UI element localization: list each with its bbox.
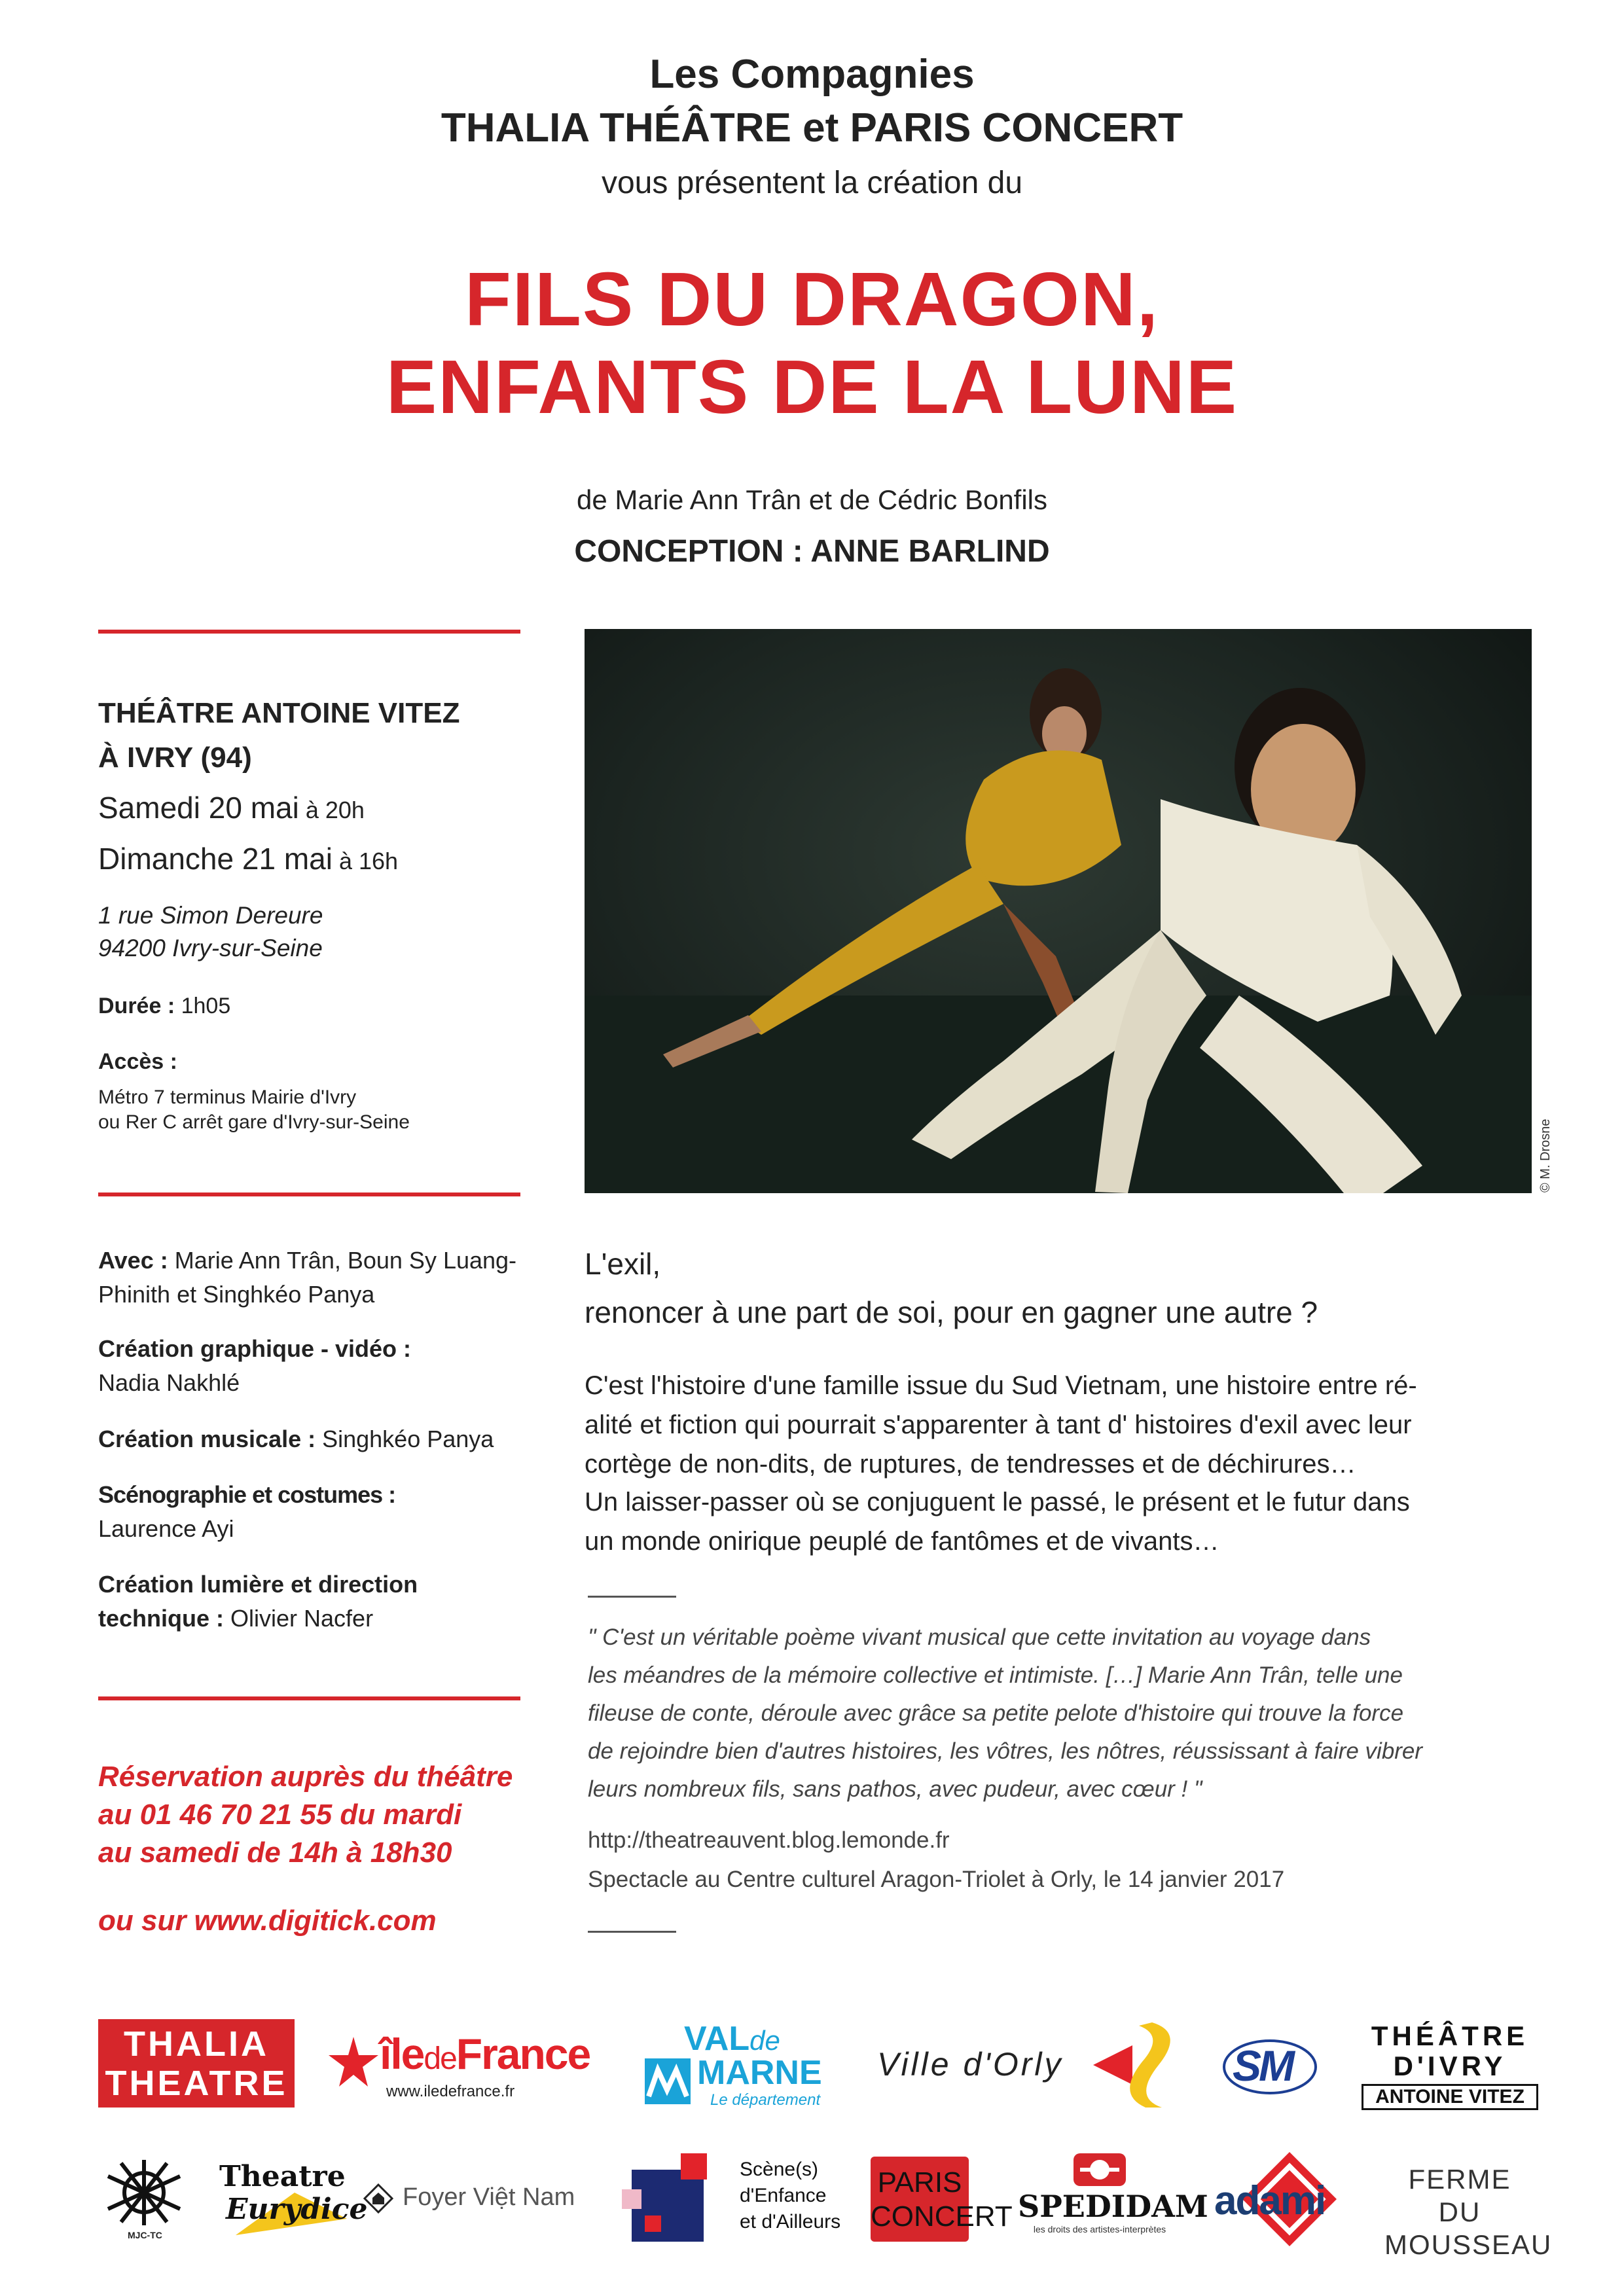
iledefrance-wordmark [380,2029,590,2079]
address-line-1: 1 rue Simon Dereure [98,902,323,929]
quote-line-2: les méandres de la mémoire collective et intimiste. […] Marie Ann Trân, telle une [588,1662,1403,1688]
theatre-ivry-logo [1362,2021,1538,2109]
scenes-line-1: Scène(s) [740,2159,819,2180]
access-line-2: ou Rer C arrêt gare d'Ivry-sur-Seine [98,1111,410,1133]
iledefrance-url: www.iledefrance.fr [386,2083,515,2100]
light-value: Olivier Nacfer [224,1605,374,1632]
music-label: Création musicale : [98,1426,316,1452]
show-title-line-1: FILS DU DRAGON, [464,257,1160,342]
date-2-day: Dimanche 21 mai [98,842,333,876]
presents-line: vous présentent la création du [601,166,1023,200]
graphic-label: Création graphique - vidéo : [98,1335,412,1362]
tiv-line-3: ANTOINE VITEZ [1362,2084,1538,2110]
sceno-value: Laurence Ayi [98,1515,234,1542]
vdm-subtitle: Le département [710,2091,821,2109]
show-title-line-2: ENFANTS DE LA LUNE [386,344,1238,429]
duration-label: Durée : [98,994,175,1018]
spedidam-wordmark: SPEDIDAM [1018,2189,1208,2224]
reservation-line-1: Réservation auprès du théâtre [98,1761,513,1793]
ferme-mousseau-logo [1384,2163,1553,2261]
divider-middle [98,1193,520,1196]
sm-logo [1221,2036,1319,2098]
quote-source-url[interactable]: http://theatreauvent.blog.lemonde.fr [588,1827,950,1853]
light-credit [98,1605,373,1632]
orly-emblem-icon [1093,2019,1185,2111]
mjc-label: MJC-TC [128,2230,162,2240]
date-1-day: Samedi 20 mai [98,791,299,825]
scenes-enfance-logo [619,2150,841,2248]
thalia-logo-line-2: THEATRE [105,2064,288,2103]
duration [98,994,230,1019]
vdm-mark-icon [645,2058,691,2104]
ville-orly-logo: Ville d'Orly [877,2046,1064,2083]
date-1-time: à 20h [298,797,365,823]
thalia-theatre-logo [98,2019,295,2108]
synopsis-heading-2: renoncer à une part de soi, pour en gagner une autre ? [585,1295,1318,1329]
foyer-vietnam-logo [363,2179,586,2219]
synopsis-line-2: alité et fiction qui pourrait s'apparenter à tant d' histoires d'exil avec leur [585,1410,1412,1439]
adami-wordmark: adami [1214,2178,1326,2223]
iledefrance-logo [327,2029,615,2108]
scenes-line-3: et d'Ailleurs [740,2211,841,2233]
theatre-eurydice-logo [216,2160,368,2238]
pc-line-2: CONCERT [871,2200,1013,2233]
idf-word-ile: île [380,2030,424,2078]
company-line-2: THALIA THÉÂTRE et PARIS CONCERT [441,105,1183,151]
date-2 [98,841,398,876]
cast-line-1 [98,1247,516,1274]
reservation-line-3: au samedi de 14h à 18h30 [98,1837,452,1869]
quote-line-5: leurs nombreux fils, sans pathos, avec pudeur, avec cœur ! " [588,1776,1202,1802]
cast-value-1: Marie Ann Trân, Boun Sy Luang- [168,1247,517,1274]
eurydice-line-1: Theatre [219,2160,346,2193]
quote-line-3: fileuse de conte, déroule avec grâce sa petite pelote d'histoire qui trouve la force [588,1700,1404,1726]
pc-line-1: PARIS [877,2166,962,2198]
adami-logo [1214,2150,1352,2248]
divider-top [98,630,520,634]
iledefrance-star-icon [327,2036,380,2088]
reservation-line-2: au 01 46 70 21 55 du mardi [98,1799,462,1831]
foyer-house-icon [363,2183,393,2214]
reservation-website[interactable]: ou sur www.digitick.com [98,1905,437,1937]
vdm-val [684,2019,780,2058]
access-label: Accès : [98,1049,177,1074]
sceno-label: Scénographie et costumes : [98,1481,396,1508]
light-label-1: Création lumière et direction [98,1571,418,1598]
idf-word-france: France [456,2030,590,2078]
venue-name-1: THÉÂTRE ANTOINE VITEZ [98,697,460,729]
scenes-text [740,2157,840,2235]
venue-name-2: À IVRY (94) [98,742,252,774]
spedidam-emblem-icon [1074,2153,1126,2186]
dancer-back-dress [965,750,1121,886]
music-credit [98,1426,494,1453]
tiv-line-2: D'IVRY [1393,2051,1507,2081]
eurydice-line-2: Eurydice [226,2193,368,2226]
quote-line-1: " C'est un véritable poème vivant musical que cette invitation au voyage dans [588,1624,1371,1650]
date-2-time: à 16h [332,848,399,874]
quote-line-4: de rejoindre bien d'autres histoires, les vôtres, les nôtres, réussissant à faire vibrer [588,1738,1423,1764]
show-photo [585,629,1532,1193]
scenes-line-2: d'Enfance [740,2185,827,2206]
foyer-label: Foyer Việt Nam [403,2183,575,2211]
authors-line: de Marie Ann Trân et de Cédric Bonfils [576,484,1048,515]
music-value: Singhkéo Panya [316,1426,494,1452]
mjc-emblem-icon [98,2157,190,2229]
paris-concert-logo [871,2157,1013,2242]
synopsis-line-4: Un laisser-passer où se conjuguent le passé, le présent et le futur dans [585,1488,1410,1516]
vdm-word-val: VAL [684,2020,750,2058]
quote-source-note: Spectacle au Centre culturel Aragon-Triolet à Orly, le 14 janvier 2017 [588,1867,1285,1892]
spedidam-logo [1018,2153,1208,2245]
duration-value: 1h05 [175,994,231,1018]
sm-letters: SM [1233,2041,1292,2090]
thalia-logo-line-1: THALIA [124,2024,269,2064]
tiv-line-1: THÉÂTRE [1371,2020,1529,2051]
ferme-line-1: FERME DU [1408,2164,1511,2227]
synopsis-line-5: un monde onirique peuplé de fantômes et de vivants… [585,1527,1219,1556]
scenes-blocks-icon [619,2150,717,2248]
access-line-1: Métro 7 terminus Mairie d'Ivry [98,1086,357,1108]
ferme-line-2: MOUSSEAU [1384,2229,1553,2260]
photo-credit: © M. Drosne [1538,1119,1553,1193]
cast-line-2: Phinith et Singhkéo Panya [98,1281,375,1308]
company-line-1: Les Compagnies [649,52,975,97]
vdm-marne: MARNE [697,2054,822,2092]
date-1 [98,790,365,825]
idf-word-de: de [424,2041,456,2076]
vdm-word-de: de [749,2025,780,2056]
synopsis-line-3: cortège de non-dits, de ruptures, de tendresses et de déchirures… [585,1450,1356,1479]
dancers-illustration [585,629,1532,1193]
divider-bottom [98,1696,520,1700]
cast-label: Avec : [98,1247,168,1274]
graphic-value: Nadia Nakhlé [98,1369,240,1396]
quote-divider-top [588,1596,676,1598]
quote-divider-bottom [588,1931,676,1933]
conception-line: CONCEPTION : ANNE BARLIND [574,534,1050,569]
synopsis-line-1: C'est l'histoire d'une famille issue du Sud Vietnam, une histoire entre ré- [585,1371,1417,1400]
mjc-logo [98,2157,190,2242]
address-line-2: 94200 Ivry-sur-Seine [98,935,323,961]
spedidam-subtitle: les droits des artistes-interprètes [1033,2224,1166,2234]
synopsis-heading-1: L'exil, [585,1247,661,1281]
val-de-marne-logo [645,2019,841,2111]
light-label-2: technique : [98,1605,225,1632]
